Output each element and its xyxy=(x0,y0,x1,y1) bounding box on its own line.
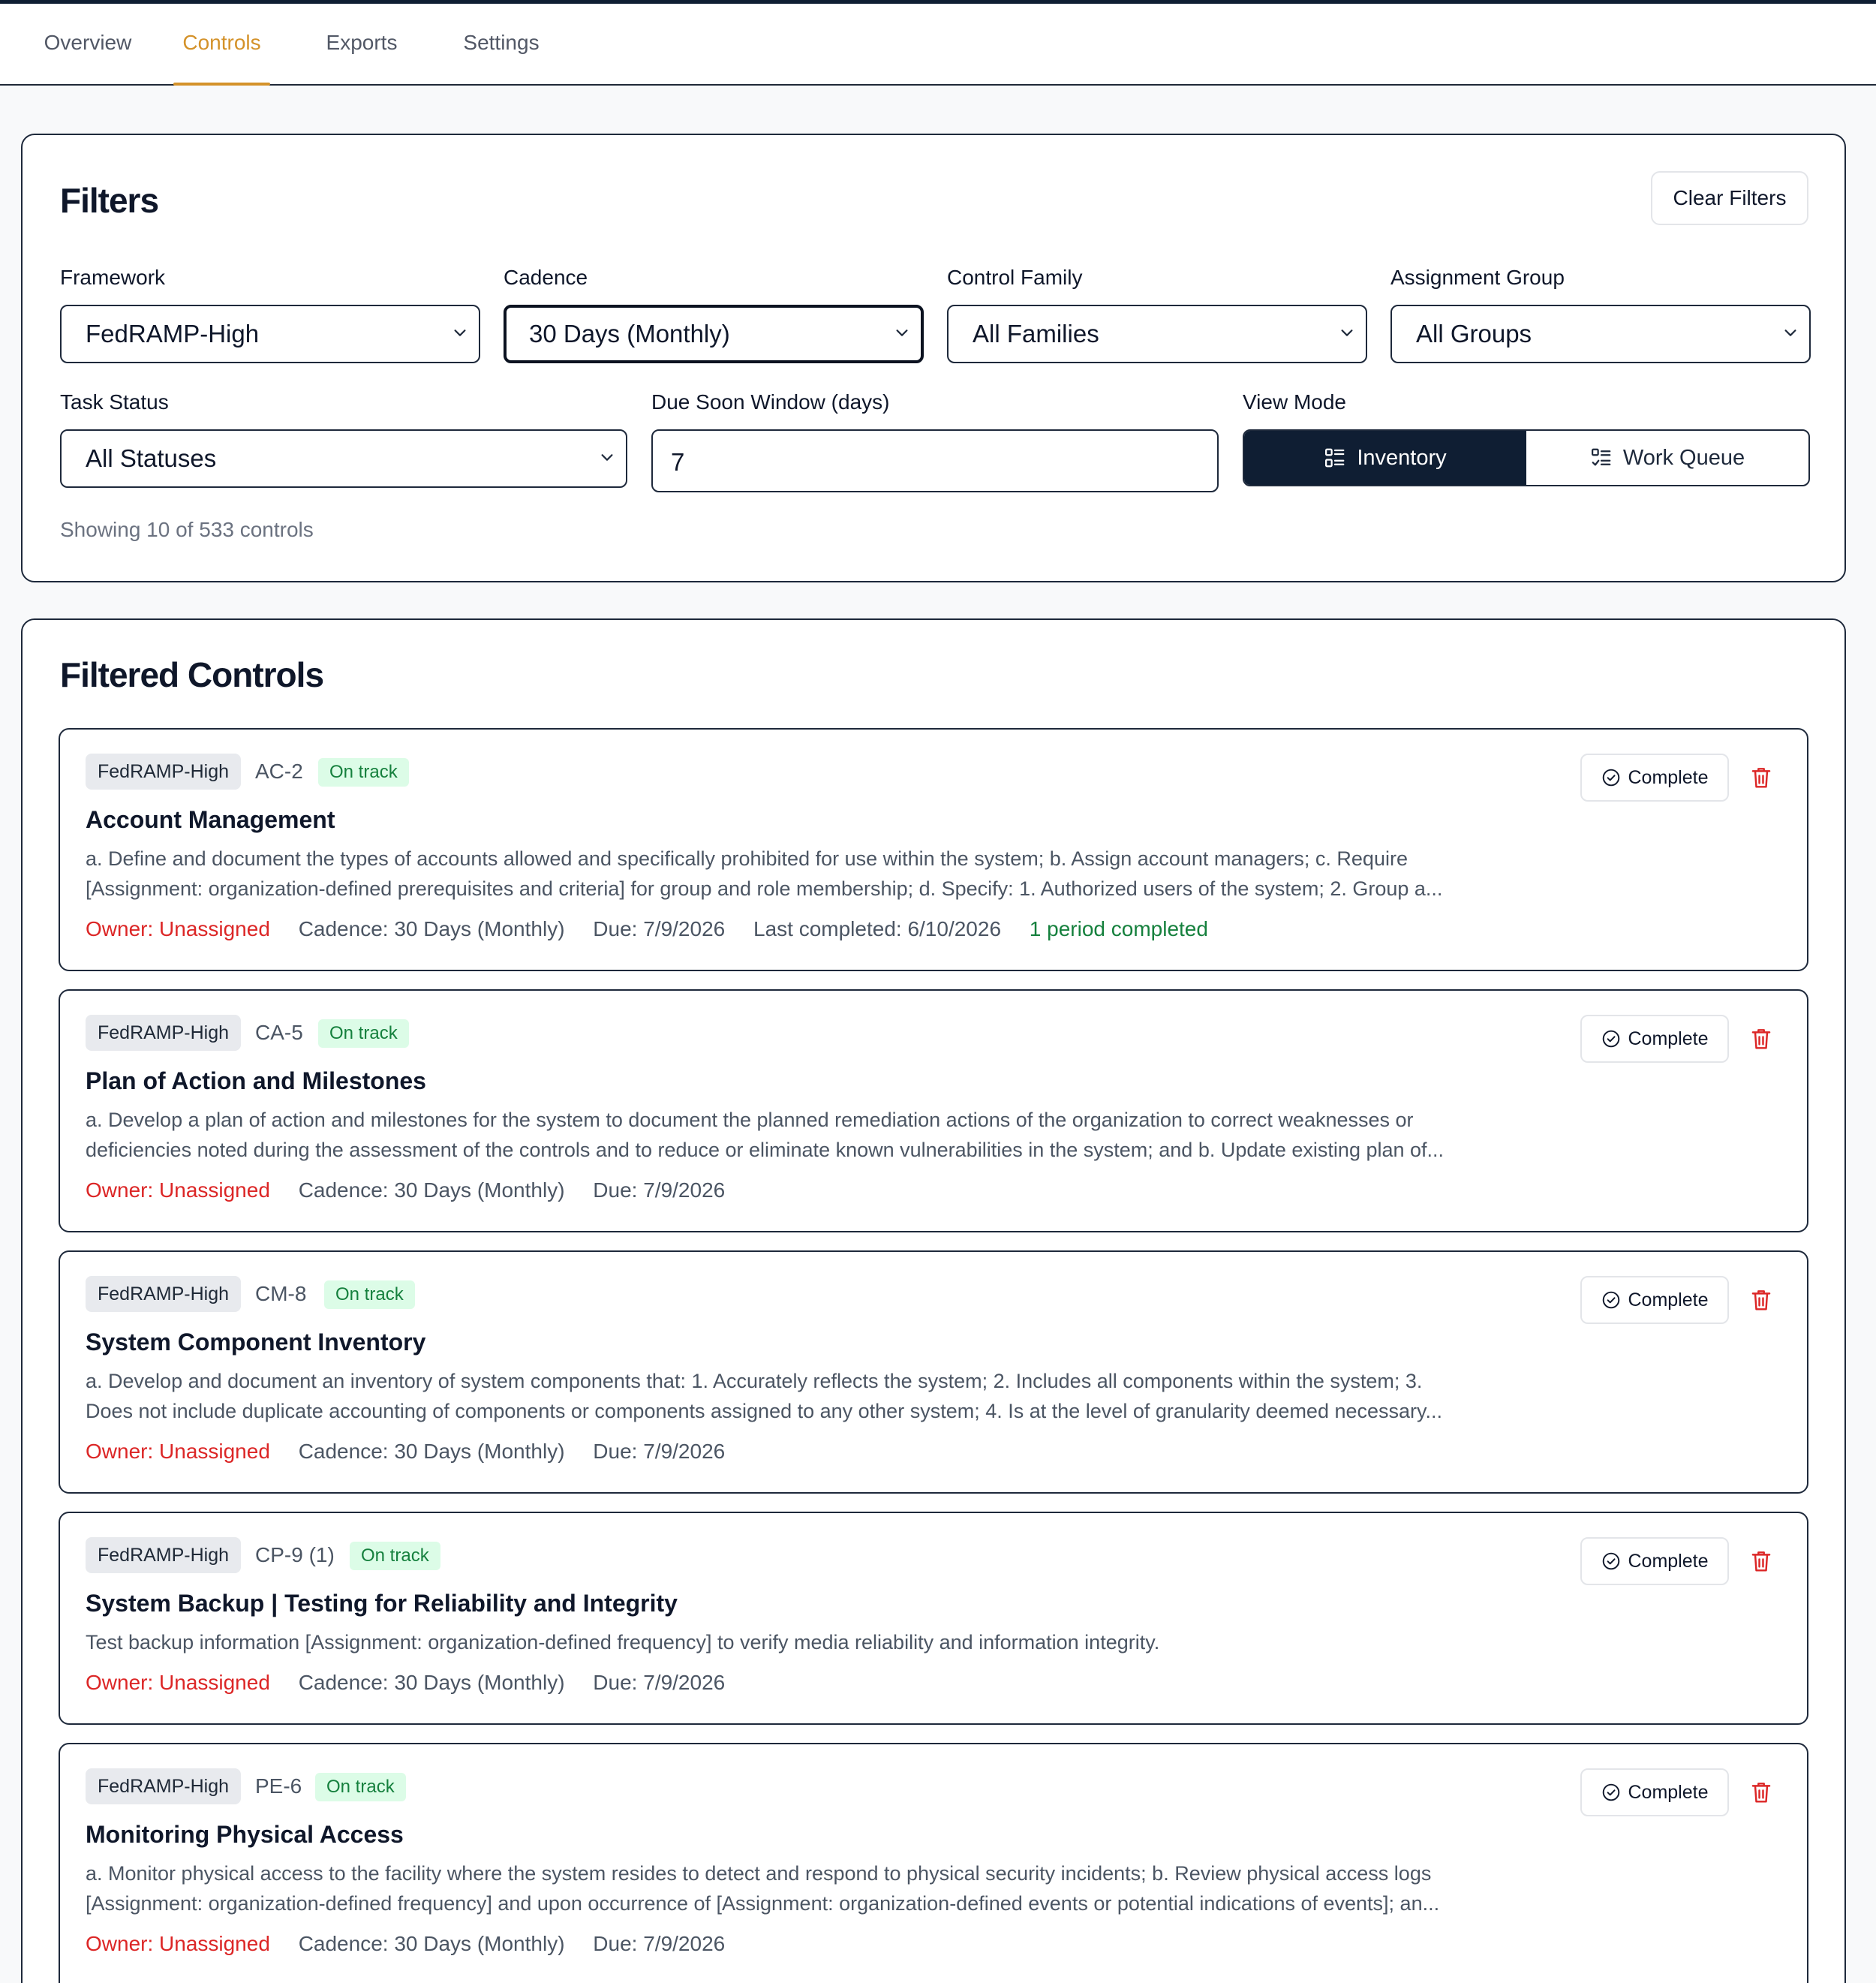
assignment-group-select[interactable] xyxy=(1390,305,1811,363)
trash-icon[interactable] xyxy=(1750,1288,1772,1312)
description-line: a. Develop and document an inventory of system components that: 1. Accurately reflects the system; 2. Includes all components within the system; 3. xyxy=(86,1370,1423,1392)
cadence-info: Cadence: 30 Days (Monthly) xyxy=(298,1671,565,1694)
checklist-icon xyxy=(1590,447,1613,469)
periods-completed: 1 period completed xyxy=(1029,917,1208,940)
control-title: Account Management xyxy=(86,806,335,833)
owner-label: Owner: Unassigned xyxy=(86,917,270,940)
control-description xyxy=(86,1366,1639,1426)
filters-title: Filters xyxy=(60,181,159,220)
due-date: Due: 7/9/2026 xyxy=(593,1440,726,1463)
control-id: CM-8 xyxy=(255,1282,307,1305)
tab-controls[interactable]: Controls xyxy=(173,4,270,86)
work-queue-view-label: Work Queue xyxy=(1622,445,1745,470)
cadence-info: Cadence: 30 Days (Monthly) xyxy=(298,1178,565,1202)
description-line: Does not include duplicate accounting of components or components assigned to any other system; 4. Is at the level of granularity deemed necessary... xyxy=(86,1400,1443,1422)
due-soon-label: Due Soon Window (days) xyxy=(651,390,890,414)
control-description xyxy=(86,844,1639,904)
check-circle-icon xyxy=(1601,1029,1621,1049)
complete-button[interactable] xyxy=(1580,1768,1729,1816)
control-description xyxy=(86,1858,1639,1918)
control-meta xyxy=(86,1440,747,1464)
due-soon-input[interactable]: 7 xyxy=(651,429,1219,492)
control-card xyxy=(59,728,1808,971)
owner-label: Owner: Unassigned xyxy=(86,1178,270,1202)
due-date: Due: 7/9/2026 xyxy=(593,1178,726,1202)
complete-button[interactable] xyxy=(1580,1015,1729,1063)
chevron-down-icon xyxy=(1339,324,1355,341)
control-id: AC-2 xyxy=(255,760,303,783)
status-badge: On track xyxy=(350,1542,440,1570)
control-family-label: Control Family xyxy=(947,266,1083,289)
complete-label: Complete xyxy=(1628,1781,1709,1803)
complete-label: Complete xyxy=(1628,1289,1709,1310)
chevron-down-icon xyxy=(1782,324,1799,341)
filtered-controls-title: Filtered Controls xyxy=(60,655,324,694)
trash-icon[interactable] xyxy=(1750,1027,1772,1051)
description-line: [Assignment: organization-defined prerequisites and criteria] for group and role membership; d. Specify: 1. Authorized users of the system; 2. Group a... xyxy=(86,877,1443,900)
due-date: Due: 7/9/2026 xyxy=(593,917,726,940)
check-circle-icon xyxy=(1601,1783,1621,1802)
cadence-info: Cadence: 30 Days (Monthly) xyxy=(298,1440,565,1463)
view-mode-toggle xyxy=(1243,429,1810,486)
task-status-value: All Statuses xyxy=(86,444,217,472)
complete-label: Complete xyxy=(1628,1550,1709,1572)
control-description xyxy=(86,1105,1639,1165)
owner-label: Owner: Unassigned xyxy=(86,1440,270,1463)
cadence-value: 30 Days (Monthly) xyxy=(529,320,730,348)
inventory-view-button[interactable] xyxy=(1244,431,1526,485)
description-line: a. Define and document the types of accounts allowed and specifically prohibited for use within the system; b. Assign account managers; c. Require xyxy=(86,847,1408,870)
assignment-group-label: Assignment Group xyxy=(1390,266,1565,289)
chevron-down-icon xyxy=(452,324,468,341)
control-meta xyxy=(86,917,1231,941)
control-title: Monitoring Physical Access xyxy=(86,1821,404,1848)
last-completed: Last completed: 6/10/2026 xyxy=(753,917,1002,940)
control-family-value: All Families xyxy=(973,320,1099,348)
trash-icon[interactable] xyxy=(1750,1780,1772,1804)
tab-overview[interactable]: Overview xyxy=(44,31,132,54)
control-card xyxy=(59,1250,1808,1494)
complete-button[interactable] xyxy=(1580,1537,1729,1585)
framework-value: FedRAMP-High xyxy=(86,320,260,348)
description-line: deficiencies noted during the assessment of the controls and to reduce or eliminate known vulnerabilities in the system; and b. Update existing plan of... xyxy=(86,1139,1445,1161)
framework-tag: FedRAMP-High xyxy=(86,1768,241,1804)
due-date: Due: 7/9/2026 xyxy=(593,1671,726,1694)
check-circle-icon xyxy=(1601,1290,1621,1310)
control-meta xyxy=(86,1932,747,1956)
control-id: PE-6 xyxy=(255,1774,302,1798)
complete-button[interactable] xyxy=(1580,754,1729,802)
assignment-group-value: All Groups xyxy=(1416,320,1532,348)
owner-label: Owner: Unassigned xyxy=(86,1932,270,1955)
cadence-info: Cadence: 30 Days (Monthly) xyxy=(298,1932,565,1955)
chevron-down-icon xyxy=(894,324,910,341)
work-queue-view-button[interactable] xyxy=(1526,431,1808,485)
description-line: [Assignment: organization-defined frequency] and upon occurrence of [Assignment: organization-defined events or potential indications of events]; an... xyxy=(86,1892,1440,1915)
control-meta xyxy=(86,1671,747,1695)
framework-label: Framework xyxy=(60,266,166,289)
framework-tag: FedRAMP-High xyxy=(86,754,241,790)
control-title: System Backup | Testing for Reliability and Integrity xyxy=(86,1590,678,1617)
status-badge: On track xyxy=(318,758,409,787)
control-card xyxy=(59,989,1808,1232)
framework-tag: FedRAMP-High xyxy=(86,1015,241,1051)
tab-settings[interactable]: Settings xyxy=(463,31,540,54)
description-line: a. Monitor physical access to the facility where the system resides to detect and respond to physical security incidents; b. Review physical access logs xyxy=(86,1862,1432,1885)
control-meta xyxy=(86,1178,747,1202)
task-status-select[interactable] xyxy=(60,429,627,488)
trash-icon[interactable] xyxy=(1750,766,1772,790)
inventory-view-label: Inventory xyxy=(1357,445,1447,470)
complete-button[interactable] xyxy=(1580,1276,1729,1324)
due-date: Due: 7/9/2026 xyxy=(593,1932,726,1955)
task-status-label: Task Status xyxy=(60,390,169,414)
control-id: CA-5 xyxy=(255,1021,303,1044)
clear-filters-button[interactable]: Clear Filters xyxy=(1651,171,1808,225)
description-line: Test backup information [Assignment: organization-defined frequency] to verify media reliability and information integrity. xyxy=(86,1631,1160,1654)
control-description xyxy=(86,1627,1639,1657)
tab-exports[interactable]: Exports xyxy=(326,31,398,54)
showing-count: Showing 10 of 533 controls xyxy=(60,518,314,541)
description-line: a. Develop a plan of action and milestones for the system to document the planned remediation actions of the organization to correct weaknesses or xyxy=(86,1109,1414,1131)
control-card xyxy=(59,1743,1808,1983)
control-card xyxy=(59,1512,1808,1725)
status-badge: On track xyxy=(324,1280,415,1309)
control-id: CP-9 (1) xyxy=(255,1543,335,1566)
complete-label: Complete xyxy=(1628,1028,1709,1049)
filters-panel xyxy=(21,134,1846,582)
chevron-down-icon xyxy=(599,449,615,465)
view-mode-label: View Mode xyxy=(1243,390,1347,414)
control-title: Plan of Action and Milestones xyxy=(86,1067,426,1094)
check-circle-icon xyxy=(1601,768,1621,787)
cadence-select[interactable] xyxy=(504,305,924,363)
top-nav xyxy=(0,4,1876,86)
control-family-select[interactable] xyxy=(947,305,1367,363)
check-circle-icon xyxy=(1601,1551,1621,1571)
inventory-list-icon xyxy=(1324,447,1346,469)
status-badge: On track xyxy=(318,1019,409,1048)
cadence-label: Cadence xyxy=(504,266,588,289)
framework-tag: FedRAMP-High xyxy=(86,1276,241,1312)
control-title: System Component Inventory xyxy=(86,1329,426,1356)
cadence-info: Cadence: 30 Days (Monthly) xyxy=(298,917,565,940)
owner-label: Owner: Unassigned xyxy=(86,1671,270,1694)
framework-select[interactable] xyxy=(60,305,480,363)
status-badge: On track xyxy=(315,1773,406,1801)
trash-icon[interactable] xyxy=(1750,1549,1772,1573)
complete-label: Complete xyxy=(1628,766,1709,788)
framework-tag: FedRAMP-High xyxy=(86,1537,241,1573)
